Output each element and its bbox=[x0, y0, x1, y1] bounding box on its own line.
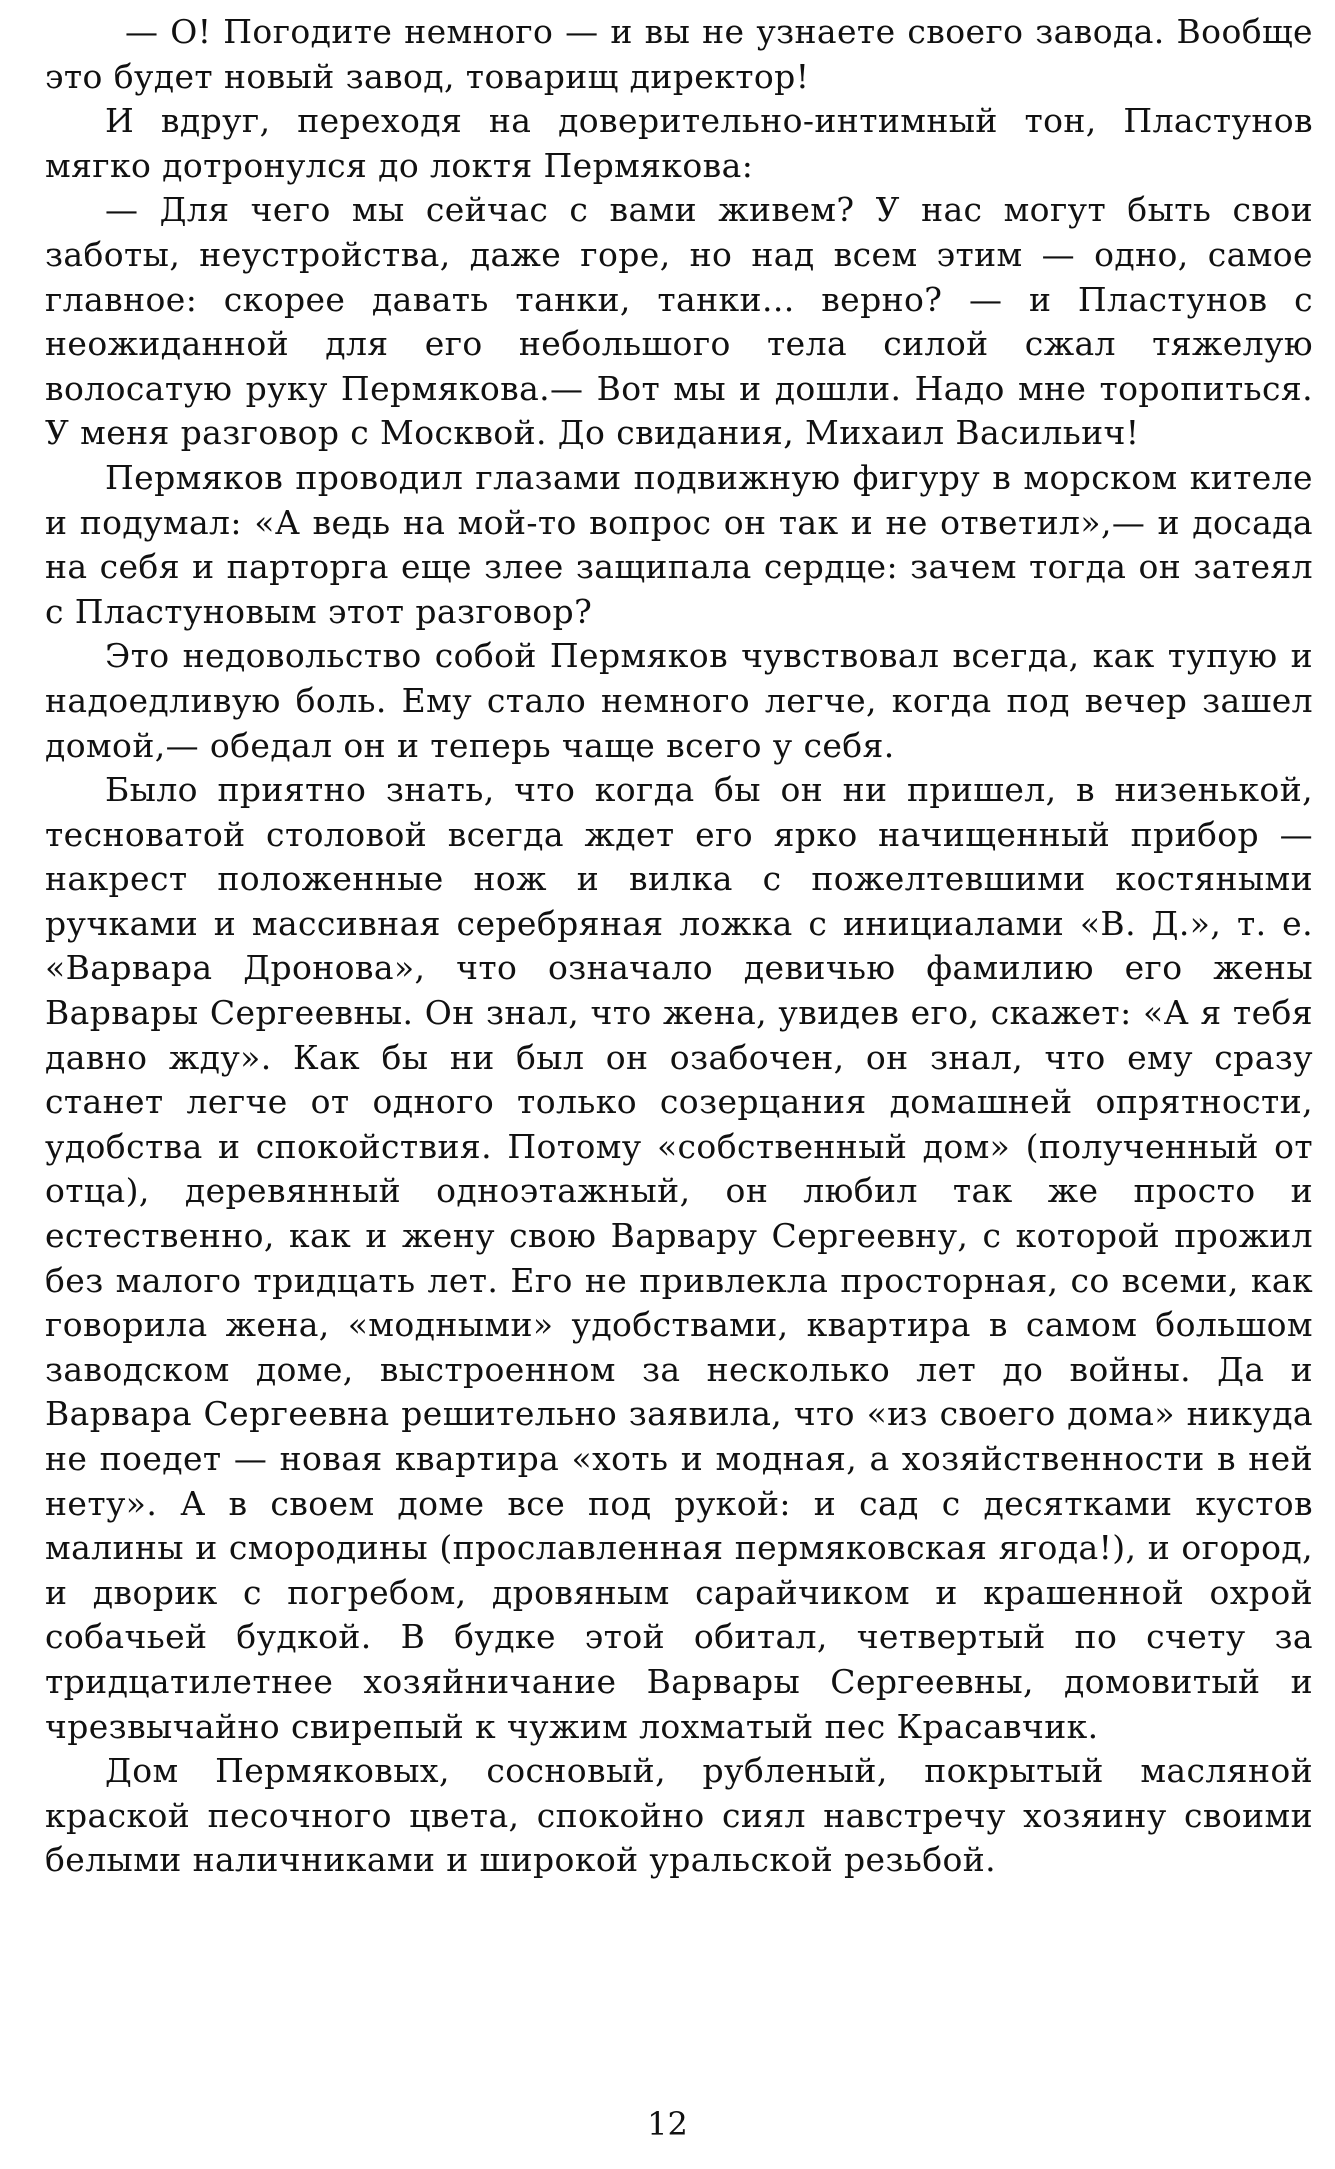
paragraph-7: Дом Пермяковых, сосновый, рубленый, покрытый масляной краской песочного цвета, спокойно сиял навстречу хозяину своими белыми наличниками и широкой уральской резьбой. bbox=[45, 1751, 1313, 1880]
page-body bbox=[45, 10, 1313, 1883]
paragraph-5: Это недовольство собой Пермяков чувствовал всегда, как тупую и надоедливую боль. Ему стало немного легче, когда под вечер зашел домой,— обедал он и теперь чаще всего у себя. bbox=[45, 636, 1313, 765]
paragraph-6: Было приятно знать, что когда бы он ни пришел, в низенькой, тесноватой столовой всегда ждет его ярко начищенный прибор — накрест положенные нож и вилка с пожелтевшими костяными ручками и массивная серебряная ложка с инициалами «В. Д.», т. е. «Варвара Дронова», что означало девичью фамилию его жены Варвары Сергеевны. Он знал, что жена, увидев его, скажет: «А я тебя давно жду». Как бы ни был он озабочен, он знал, что ему сразу станет легче от одного только созерцания домашней опрятности, удобства и спокойствия. Потому «собственный дом» (полученный от отца), деревянный одноэтажный, он любил так же просто и естественно, как и жену свою Варвару Сергеевну, с которой прожил без малого тридцать лет. Его не привлекла просторная, со всеми, как говорила жена, «модными» удобствами, квартира в самом большом заводском доме, выстроенном за несколько лет до войны. Да и Варвара Сергеевна решительно заявила, что «из своего дома» никуда не поедет — новая квартира «хоть и модная, а хозяйственности в ней нету». А в своем доме все под рукой: и сад с десятками кустов малины и смородины (прославленная пермяковская ягода!), и огород, и дворик с погребом, дровяным сарайчиком и крашенной охрой собачьей будкой. В будке этой обитал, четвертый по счету за тридцатилетнее хозяйничание Варвары Сергеевны, домовитый и чрезвычайно свирепый к чужим лохматый пес Красавчик. bbox=[45, 770, 1313, 1746]
page-number: 12 bbox=[647, 2105, 688, 2143]
paragraph-3: — Для чего мы сейчас с вами живем? У нас могут быть свои заботы, неустройства, даже горе, но над всем этим — одно, самое главное: скорее давать танки, танки... верно? — и Пластунов с неожиданной для его небольшого тела силой сжал тяжелую волосатую руку Пермякова.— Вот мы и дошли. Надо мне торопиться. У меня разговор с Москвой. До свидания, Михаил Васильич! bbox=[45, 190, 1313, 453]
paragraph-1: — О! Погодите немного — и вы не узнаете своего завода. Вообще это будет новый завод, товарищ директор! bbox=[45, 12, 1313, 96]
paragraph-2: И вдруг, переходя на доверительно-интимный тон, Пластунов мягко дотронулся до локтя Пермякова: bbox=[45, 101, 1313, 185]
paragraph-4: Пермяков проводил глазами подвижную фигуру в морском кителе и подумал: «А ведь на мой-то вопрос он так и не ответил»,— и досада на себя и парторга еще злее защипала сердце: зачем тогда он затеял с Пластуновым этот разговор? bbox=[45, 457, 1313, 631]
